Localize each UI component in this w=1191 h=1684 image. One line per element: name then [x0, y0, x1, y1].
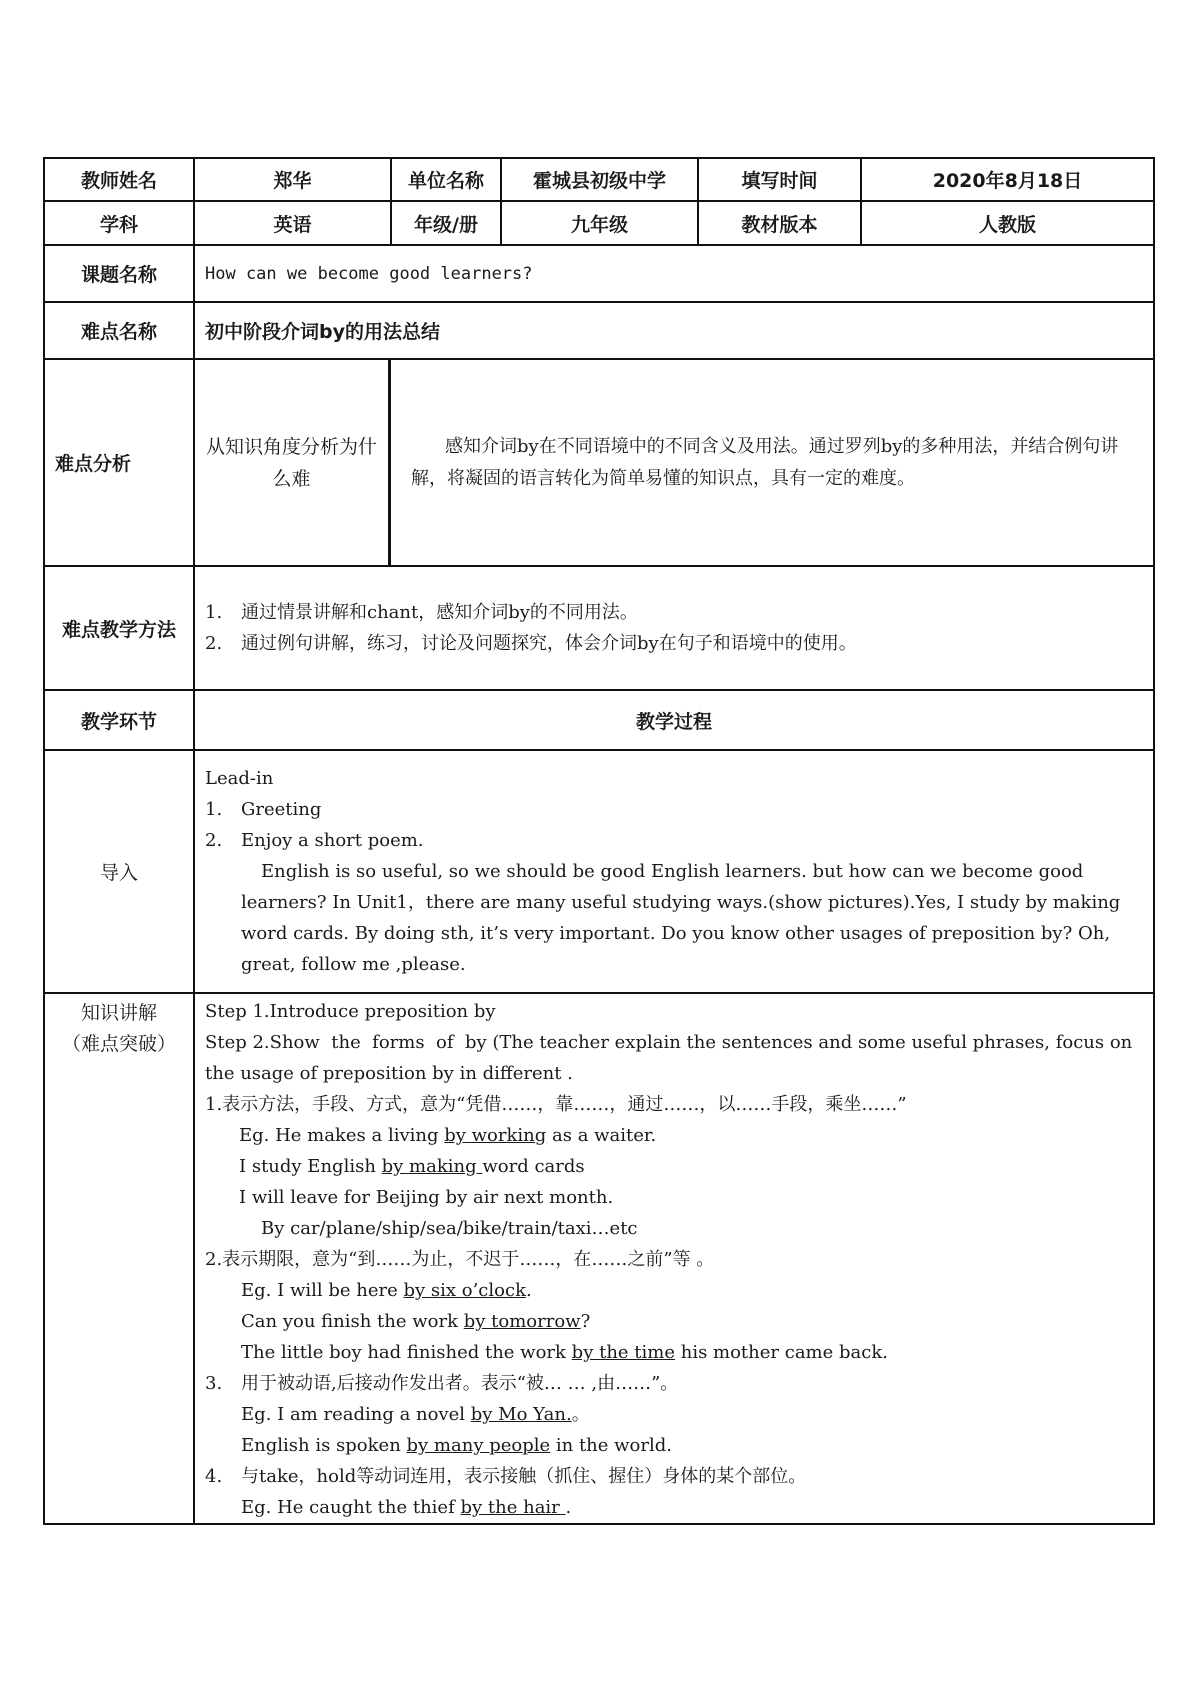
method-row: [44, 566, 1154, 690]
knowledge-content: [194, 993, 1154, 1524]
subject-value: 英语: [194, 201, 391, 245]
header-row-1: [44, 158, 1154, 201]
method-item-text: 通过例句讲解，练习，讨论及问题探究，体会介词by在句子和语境中的使用。: [241, 633, 857, 654]
subject-label: 学科: [44, 201, 194, 245]
method-item: [205, 597, 1143, 628]
edition-label: 教材版本: [698, 201, 861, 245]
intro-content: [194, 750, 1154, 993]
process-header-row: [44, 690, 1154, 750]
step1: Step 1.Introduce preposition by: [205, 1001, 496, 1022]
usage1-title: 1.表示方法，手段、方式，意为“凭借……，靠……，通过……，以……手段，乘坐……”: [205, 1094, 907, 1115]
unit-label: 单位名称: [391, 158, 501, 201]
analysis-split: [195, 360, 1153, 565]
usage1-example3: I will leave for Beijing by air next month.: [239, 1187, 614, 1208]
analysis-label: 难点分析: [44, 359, 194, 566]
process-stage-label: 教学环节: [44, 690, 194, 750]
usage4-example1: Eg. He caught the thief by the hair .: [241, 1497, 572, 1518]
usage1-example1: Eg. He makes a living by working as a waiter.: [239, 1125, 657, 1146]
knowledge-label: [44, 993, 194, 1524]
intro-item-text: Greeting: [241, 799, 322, 820]
method-item-num: 2.: [205, 633, 223, 654]
intro-title: Lead-in: [205, 768, 274, 789]
usage3-example1: Eg. I am reading a novel by Mo Yan.。: [241, 1404, 590, 1425]
difficulty-label: 难点名称: [44, 302, 194, 359]
usage3-title: 3. 用于被动语,后接动作发出者。表示“被… … ,由……”。: [205, 1373, 679, 1394]
knowledge-label-line1: 知识讲解: [80, 1002, 157, 1024]
teacher-label: 教师姓名: [44, 158, 194, 201]
grade-label: 年级/册: [391, 201, 501, 245]
lesson-plan-sheet: [43, 157, 1153, 1525]
topic-label: 课题名称: [44, 245, 194, 302]
header-row-2: [44, 201, 1154, 245]
intro-paragraph: English is so useful, so we should be good English learners. but how can we become good learners? In Unit1，there are many useful studying ways.(show pictures).Yes, I study by making word cards. By doing sth, it’s very important. Do you know other usages of preposition by? Oh, great, follow me ,please.: [241, 861, 1121, 975]
analysis-row: [44, 359, 1154, 566]
method-item: [205, 628, 1143, 659]
analysis-text: 感知介词by在不同语境中的不同含义及用法。通过罗列by的多种用法，并结合例句讲解，将凝固的语言转化为简单易懂的知识点，具有一定的难度。: [411, 435, 1119, 489]
topic-value: How can we become good learners?: [194, 245, 1154, 302]
method-item-num: 1.: [205, 602, 223, 623]
intro-item: [205, 825, 1143, 856]
intro-row: [44, 750, 1154, 993]
usage1-example4: By car/plane/ship/sea/bike/train/taxi…etc: [261, 1218, 638, 1239]
intro-item-num: 2.: [205, 830, 223, 851]
teacher-value: 郑华: [194, 158, 391, 201]
knowledge-row: [44, 993, 1154, 1524]
intro-item-text: Enjoy a short poem.: [241, 830, 424, 851]
unit-value: 霍城县初级中学: [501, 158, 698, 201]
method-label: 难点教学方法: [44, 566, 194, 690]
usage2-title: 2.表示期限，意为“到……为止，不迟于……，在……之前”等 。: [205, 1249, 715, 1270]
usage2-example2: Can you finish the work by tomorrow?: [241, 1311, 591, 1332]
usage3-example2: English is spoken by many people in the world.: [241, 1435, 672, 1456]
usage2-example3: The little boy had finished the work by the time his mother came back.: [241, 1342, 888, 1363]
intro-label: 导入: [44, 750, 194, 993]
lesson-plan-table: [43, 157, 1155, 1525]
method-list: [194, 566, 1154, 690]
grade-value: 九年级: [501, 201, 698, 245]
difficulty-row: [44, 302, 1154, 359]
analysis-sub-label: 从知识角度分析为什么难: [195, 360, 391, 565]
intro-item-num: 1.: [205, 799, 223, 820]
method-item-text: 通过情景讲解和chant，感知介词by的不同用法。: [241, 602, 638, 623]
process-title: 教学过程: [194, 690, 1154, 750]
date-value: 2020年8月18日: [861, 158, 1154, 201]
knowledge-label-line2: （难点突破）: [61, 1033, 176, 1055]
step2: Step 2.Show the forms of by (The teacher explain the sentences and some useful phrases, focus on the usage of preposition by in different .: [205, 1032, 1138, 1084]
topic-row: [44, 245, 1154, 302]
intro-item: [205, 794, 1143, 825]
difficulty-value: 初中阶段介词by的用法总结: [194, 302, 1154, 359]
edition-value: 人教版: [861, 201, 1154, 245]
usage1-example2: I study English by making word cards: [239, 1156, 585, 1177]
usage2-example1: Eg. I will be here by six o’clock.: [241, 1280, 532, 1301]
analysis-cell: [194, 359, 1154, 566]
date-label: 填写时间: [698, 158, 861, 201]
usage4-title: 4. 与take，hold等动词连用，表示接触（抓住、握住）身体的某个部位。: [205, 1466, 807, 1487]
